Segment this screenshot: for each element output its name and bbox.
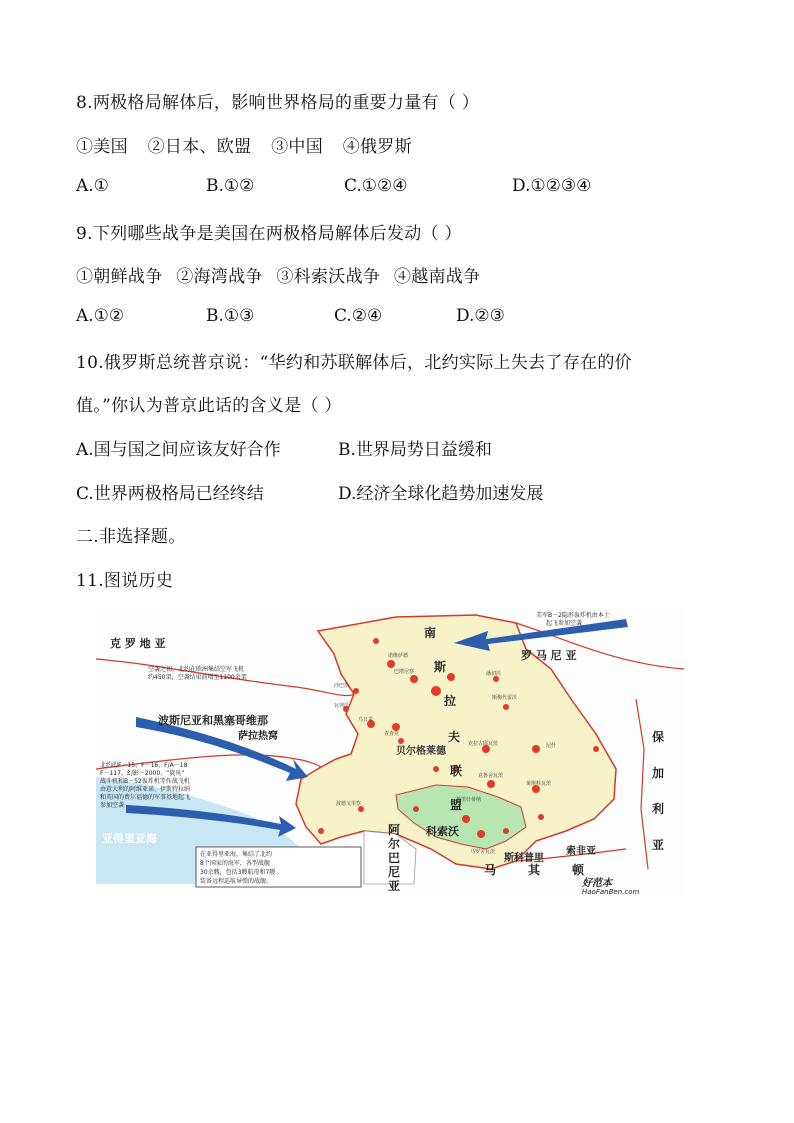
- anno-aircraft-2: F－117、幻影－2000、“旋风”: [100, 770, 185, 777]
- anno-aircraft-1: 北约的F－15、F－16、F/A－18: [100, 762, 188, 769]
- q11-title: 11.图说历史: [76, 571, 174, 591]
- anno-air-2: 约450架，空袭结束前增至1100余架: [148, 674, 247, 681]
- q9-option-d: D.②③: [456, 306, 505, 326]
- anno-air-1: 空袭之初，北约在欧洲集结空军飞机: [148, 666, 245, 673]
- q9-option-c: C.②④: [334, 306, 383, 326]
- city-smederevo: 斯梅代雷沃: [492, 695, 518, 701]
- q8-option-c: C.①②④: [344, 176, 408, 196]
- albania-char-1: 阿: [388, 823, 401, 837]
- watermark-url: HaoFanBen.com: [582, 888, 640, 896]
- q8-option-b: B.①②: [206, 176, 255, 196]
- section-title: 二.非选择题。: [76, 527, 186, 547]
- bulgaria-char-2: 加: [652, 766, 665, 780]
- bulgaria-char-4: 亚: [652, 838, 665, 852]
- city-novisad: 诺维萨德: [388, 653, 409, 659]
- macedonia-char-2: 其: [528, 863, 541, 877]
- q8-option-a: A.①: [76, 176, 109, 196]
- label-kosovo: 科索沃: [426, 825, 459, 838]
- anno-aircraft-4: 由意大利的阿维亚诺、伊斯特拉纳: [100, 786, 191, 793]
- anno-aircraft-3: 战斗机和B－52轰炸机等作战飞机: [100, 778, 190, 785]
- q10-option-a: A.国与国之间应该友好合作: [76, 440, 281, 460]
- anno-navy-3: 30余艘，包括3艘航母和7艘: [200, 869, 276, 876]
- albania-char-2: 尔: [388, 837, 401, 851]
- anno-navy-2: 8个国家的海军，各型战舰: [200, 860, 270, 867]
- kosovo-war-map: [96, 609, 684, 897]
- yugo-char-3: 拉: [444, 694, 457, 708]
- anno-aircraft-6: 参加空袭: [100, 802, 125, 809]
- city-valjevo: 瓦列沃: [334, 703, 350, 709]
- q10-option-c: C.世界两极格局已经终结: [76, 484, 264, 504]
- q9-items: ①朝鲜战争 ②海湾战争 ③科索沃战争 ④越南战争: [76, 267, 481, 287]
- yugo-char-2: 斯: [434, 660, 447, 674]
- city-batajnica: 巴塔尼察: [394, 669, 415, 675]
- q9-stem: 9.下列哪些战争是美国在两极格局解体后发动（ ）: [76, 224, 462, 244]
- label-sofia: 索非亚: [566, 846, 596, 857]
- anno-navy-4: 装备远程巡航导弹的战舰。: [200, 878, 273, 885]
- q9-option-b: B.①③: [206, 306, 255, 326]
- q8-stem: 8.两极格局解体后，影响世界格局的重要力量有（ ）: [76, 93, 480, 113]
- city-leskovac: 莱斯科瓦茨: [526, 781, 552, 787]
- q8-option-d: D.①②③④: [512, 176, 592, 196]
- label-sarajevo: 萨拉热窝: [238, 731, 278, 742]
- label-belgrade: 贝尔格莱德: [396, 746, 446, 757]
- label-croatia: 克 罗 地 亚: [110, 637, 166, 650]
- albania-char-4: 尼: [388, 865, 401, 879]
- q10-option-b: B.世界局势日益缓和: [338, 440, 492, 460]
- label-skopje: 斯科普里: [504, 853, 544, 864]
- label-adriatic: 亚得里亚海: [102, 832, 157, 845]
- city-marosevac: 马罗舍瓦茨: [470, 849, 496, 855]
- city-kragujevac: 克拉古耶瓦茨: [468, 741, 499, 747]
- bulgaria-char-3: 利: [652, 802, 665, 816]
- anno-top-right-1: 美军B－2隐形轰炸机由本土: [536, 612, 610, 619]
- yugo-char-6: 盟: [450, 798, 463, 812]
- q10-option-d: D.经济全球化趋势加速发展: [338, 484, 544, 504]
- macedonia-char-1: 马: [484, 863, 497, 877]
- albania-char-3: 巴: [388, 851, 401, 865]
- yugo-char-5: 联: [450, 764, 463, 778]
- city-krusevac: 克鲁舍瓦茨: [478, 773, 504, 779]
- city-uzice: 乌日采: [358, 717, 374, 723]
- anno-aircraft-5: 和英国的费尔福德的军事基地起飞: [100, 794, 191, 801]
- city-pancevo: 潘切沃: [486, 671, 502, 677]
- albania-char-5: 亚: [388, 879, 401, 893]
- anno-navy-1: 在亚得里亚海，集结了北约: [200, 851, 273, 858]
- city-podgorica: 波德戈里察: [336, 801, 362, 807]
- yugo-char-1: 南: [424, 626, 437, 640]
- label-romania: 罗 马 尼 亚: [521, 649, 577, 662]
- anno-top-right-2: 起飞参加空袭: [546, 620, 583, 627]
- q8-items: ①美国 ②日本、欧盟 ③中国 ④俄罗斯: [76, 137, 412, 157]
- yugo-char-4: 夫: [448, 730, 461, 744]
- q10-stem-line2: 值。”你认为普京此话的含义是（ ）: [76, 396, 342, 416]
- city-sabac: 沙巴茨: [334, 683, 350, 689]
- macedonia-char-3: 顿: [572, 863, 585, 877]
- q9-option-a: A.①②: [76, 306, 125, 326]
- city-cacak: 查查克: [384, 731, 400, 737]
- q10-stem-line1: 10.俄罗斯总统普京说：“华约和苏联解体后，北约实际上失去了存在的价: [76, 353, 632, 373]
- city-pristina: 普里什蒂纳: [456, 797, 482, 803]
- city-nis: 尼什: [546, 743, 557, 749]
- bulgaria-char-1: 保: [652, 730, 665, 744]
- label-bosnia: 波斯尼亚和黑塞哥维那: [158, 714, 268, 727]
- watermark-logo: 好范本: [582, 878, 612, 889]
